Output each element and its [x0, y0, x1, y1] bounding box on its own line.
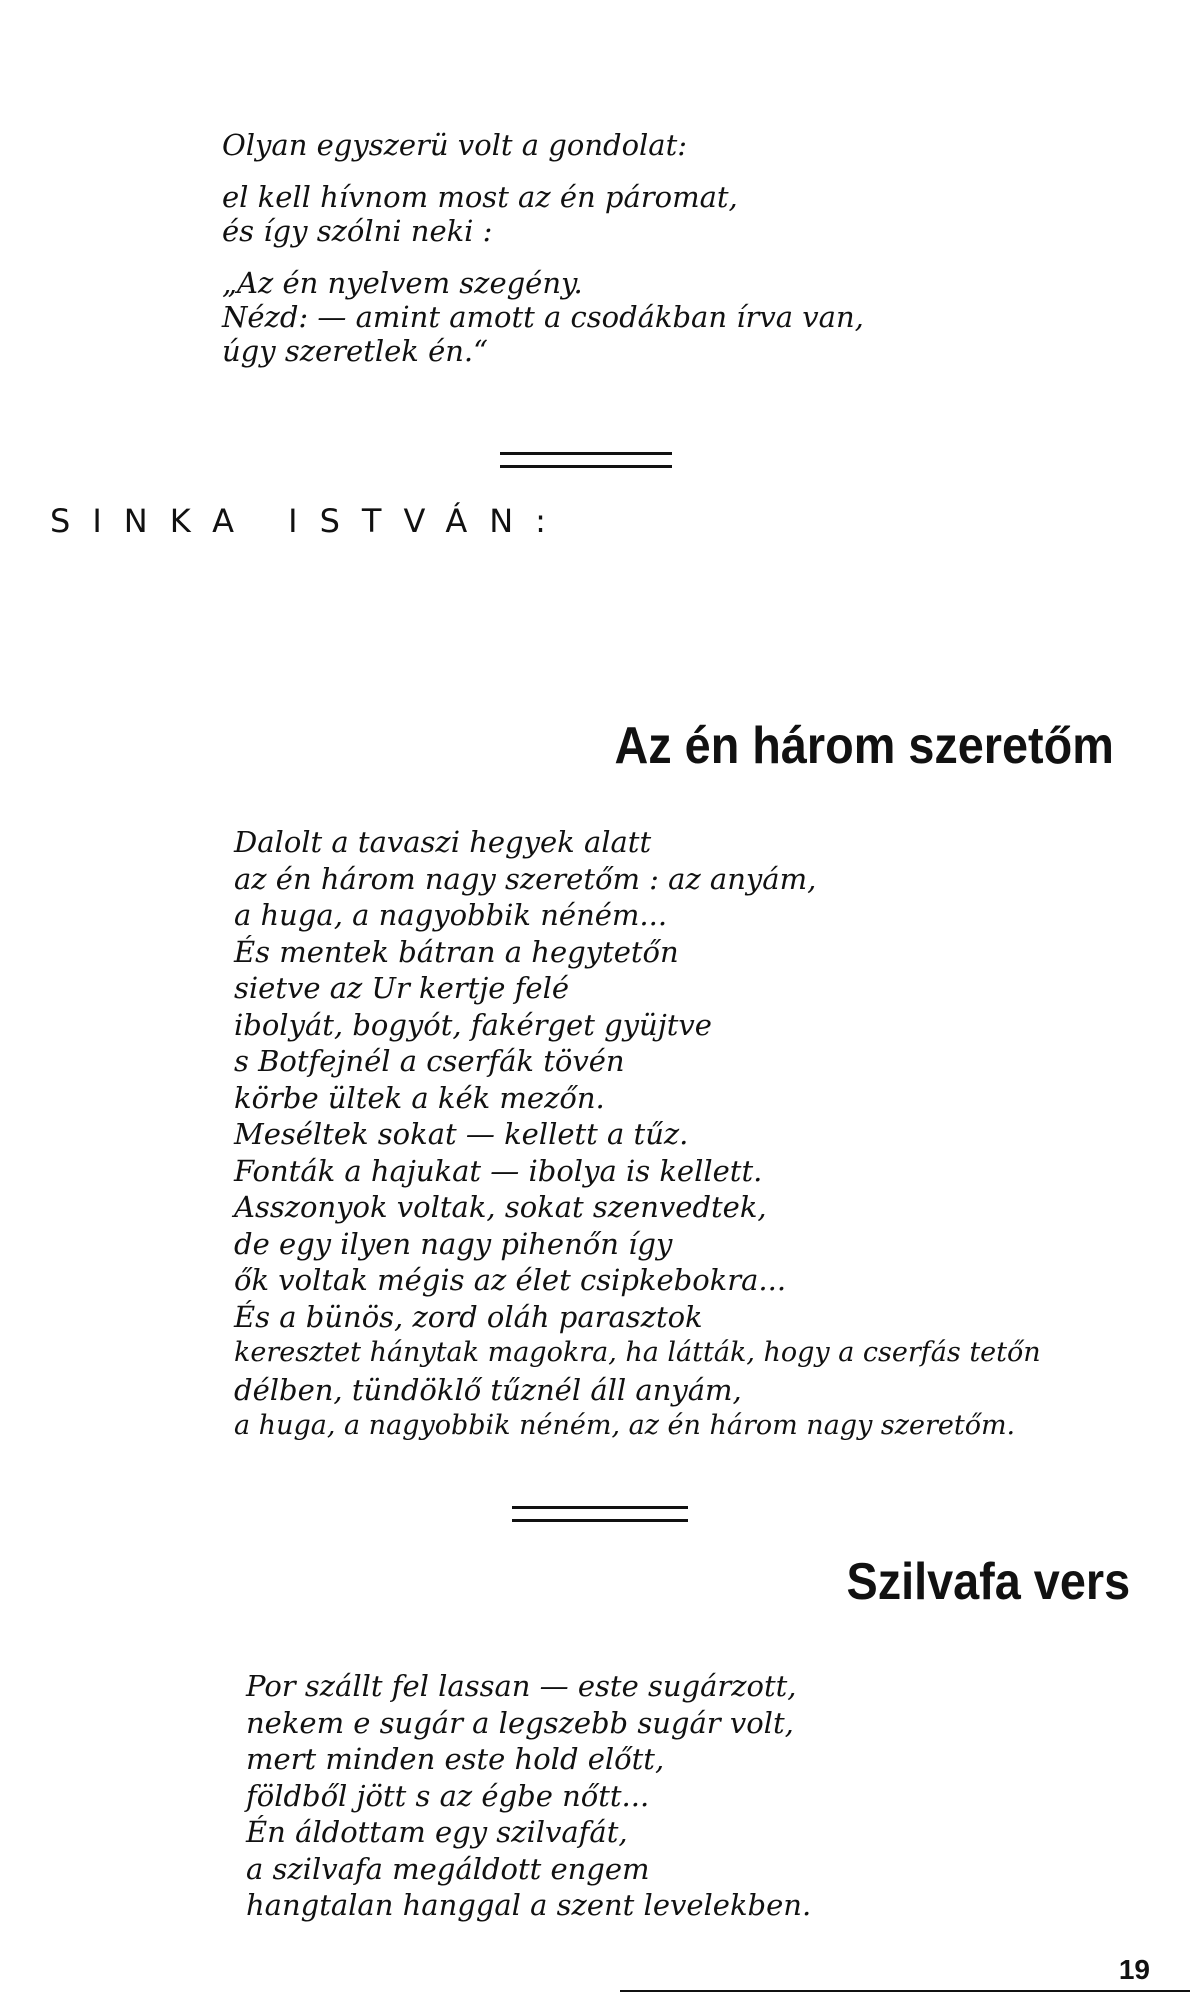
- poem-line: de egy ilyen nagy pihenőn így: [234, 1226, 673, 1261]
- poem-line: az én három nagy szeretőm : az anyám,: [234, 861, 817, 896]
- poem-line: Nézd: — amint amott a csodákban írva van,: [222, 300, 864, 334]
- poem-title: Szilvafa vers: [846, 1553, 1130, 1611]
- poem-line: körbe ültek a kék mezőn.: [234, 1080, 605, 1115]
- poem-title: Az én három szeretőm: [614, 717, 1114, 775]
- poem-line: délben, tündöklő tűznél áll anyám,: [234, 1372, 742, 1407]
- page-number: 19: [1118, 1954, 1150, 1985]
- poem-line: a huga, a nagyobbik néném, az én három nagy szeretőm.: [234, 1410, 1016, 1441]
- poem-line: keresztet hánytak magokra, ha látták, hogy a cserfás tetőn: [234, 1337, 1041, 1368]
- section-divider: [500, 452, 672, 468]
- author-name: SINKA ISTVÁN:: [50, 502, 568, 540]
- poem-line: Meséltek sokat — kellett a tűz.: [234, 1117, 689, 1151]
- poem-body: [234, 824, 1041, 1445]
- poem-line: és így szólni neki :: [222, 214, 493, 248]
- poem-line: Olyan egyszerü volt a gondolat:: [222, 128, 688, 162]
- poem-line: És mentek bátran a hegytetőn: [234, 934, 679, 969]
- poem-line: a huga, a nagyobbik néném...: [234, 898, 668, 932]
- poem-line: És a bünös, zord oláh parasztok: [234, 1299, 703, 1334]
- poem-line: Asszonyok voltak, sokat szenvedtek,: [234, 1190, 767, 1224]
- poem-line: el kell hívnom most az én páromat,: [222, 180, 738, 214]
- poem-line: a szilvafa megáldott engem: [246, 1851, 650, 1886]
- poem-line: ibolyát, bogyót, fakérget gyüjtve: [234, 1007, 712, 1042]
- section-divider: [512, 1506, 688, 1522]
- poem-line: Por szállt fel lassan — este sugárzott,: [246, 1669, 797, 1703]
- poem-line: Én áldottam egy szilvafát,: [246, 1815, 628, 1849]
- footer-rule: [620, 1990, 1190, 1992]
- poem-line: sietve az Ur kertje felé: [234, 971, 570, 1005]
- intro-poem: [222, 128, 864, 386]
- poem-line: ők voltak mégis az élet csipkebokra...: [234, 1263, 787, 1297]
- poem-line: Fonták a hajukat — ibolya is kellett.: [234, 1153, 763, 1188]
- stanza: [222, 180, 864, 248]
- poem-line: Dalolt a tavaszi hegyek alatt: [234, 825, 652, 859]
- poem-line: úgy szeretlek én.“: [222, 334, 488, 368]
- poem-line: hangtalan hanggal a szent levelekben.: [246, 1888, 812, 1922]
- poem-line: „Az én nyelvem szegény.: [222, 266, 583, 300]
- poem-line: földből jött s az égbe nőtt...: [246, 1778, 650, 1813]
- poem-body: [246, 1668, 811, 1924]
- stanza: [222, 128, 864, 162]
- poem-line: s Botfejnél a cserfák tövén: [234, 1044, 625, 1078]
- stanza: [222, 266, 864, 368]
- poem-line: nekem e sugár a legszebb sugár volt,: [246, 1705, 794, 1740]
- poem-line: mert minden este hold előtt,: [246, 1742, 665, 1776]
